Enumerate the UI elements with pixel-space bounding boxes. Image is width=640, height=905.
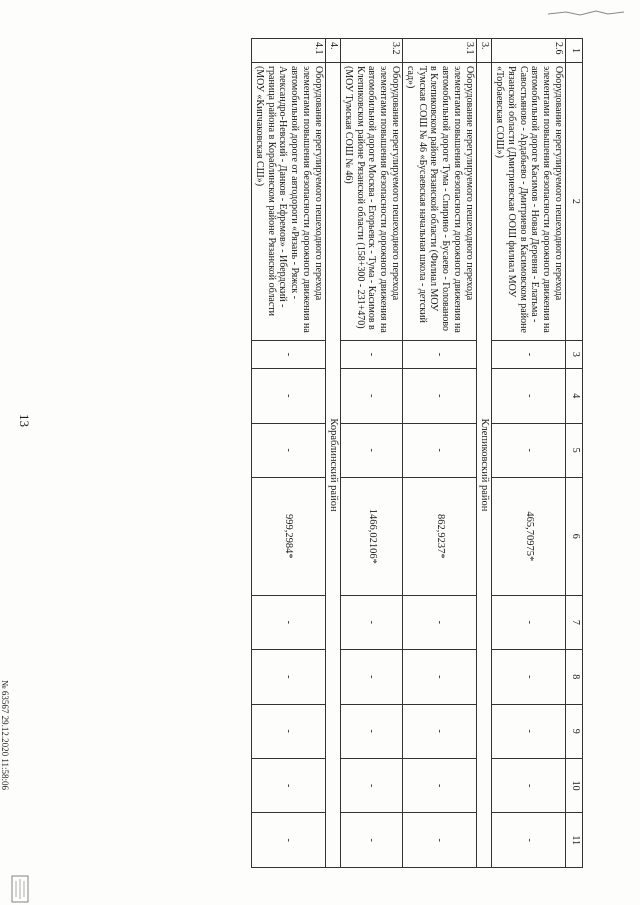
section-number: 4. <box>325 39 340 63</box>
table-cell: - <box>492 650 566 704</box>
row-description: Оборудование нерегулируемого пешеходного перехода элементами повышения безопасности дорожного движения на автомобильной дороге Москва - Егорьевск - Тума - Касимов в Клепиковском районе Рязанской области (158+300 - 231+470) (МОУ Тумская СОШ № 46) <box>341 62 403 340</box>
table-cell: - <box>403 423 477 477</box>
table-cell: - <box>341 595 403 649</box>
table-cell: - <box>341 650 403 704</box>
section-row <box>476 39 491 868</box>
table-cell: - <box>341 423 403 477</box>
table-cell: - <box>251 595 325 649</box>
table-cell: - <box>403 758 477 812</box>
header-cell: 10 <box>566 758 583 812</box>
row-number: 4.1 <box>251 39 325 63</box>
section-row <box>325 39 340 868</box>
table-cell: - <box>341 813 403 868</box>
row-description: Оборудование нерегулируемого пешеходного перехода элементами повышения безопасности дорожного движения на автомобильной дороге Касимов - Новая Деревня - Елатьма - Савостьяново - Ардабьево - Дмитриево в Касимовском районе Рязанской области (Дмитриевская ООШ филиал МОУ «Торбаевская СОШ») <box>492 62 566 340</box>
table-cell: - <box>492 340 566 368</box>
table-cell: - <box>251 369 325 423</box>
table-cell: - <box>403 595 477 649</box>
page-number: 13 <box>17 414 32 427</box>
table-row <box>341 39 403 868</box>
table-cell: - <box>341 340 403 368</box>
header-row <box>566 39 583 868</box>
table-row <box>492 39 566 868</box>
value-cell: 1466,02106* <box>341 477 403 595</box>
value-cell: 862,9237* <box>403 477 477 595</box>
document-code: № 63567 29.12.2020 11:58:06 <box>0 680 10 791</box>
table-cell: - <box>251 423 325 477</box>
value-cell: 465,70975* <box>492 477 566 595</box>
table-cell: - <box>403 340 477 368</box>
table-cell: - <box>251 813 325 868</box>
table-cell: - <box>403 650 477 704</box>
table-cell: - <box>251 340 325 368</box>
header-cell: 4 <box>566 369 583 423</box>
document-table <box>251 38 583 868</box>
header-cell: 7 <box>566 595 583 649</box>
stamp-icon <box>11 875 29 903</box>
header-cell: 8 <box>566 650 583 704</box>
header-cell: 2 <box>566 62 583 340</box>
row-description: Оборудование нерегулируемого пешеходного перехода элементами повышения безопасности дорожного движения на автомобильной дороге от автодороги «Рязань - Ряжск - Александро-Невский - Данков - Ефремов» - Ибердский - граница района в Кораблинском районе Рязанской области (МОУ «Кипчаковская СШ») <box>251 62 325 340</box>
header-cell: 9 <box>566 704 583 758</box>
rotated-table-frame <box>83 38 583 868</box>
header-cell: 5 <box>566 423 583 477</box>
table-cell: - <box>492 423 566 477</box>
table-cell: - <box>492 704 566 758</box>
row-number: 3.2 <box>341 39 403 63</box>
table-cell: - <box>492 369 566 423</box>
table-cell: - <box>492 813 566 868</box>
table-row <box>403 39 477 868</box>
table-cell: - <box>341 758 403 812</box>
section-label: Кораблинский район <box>325 62 340 867</box>
header-cell: 6 <box>566 477 583 595</box>
table-cell: - <box>492 595 566 649</box>
row-description: Оборудование нерегулируемого пешеходного перехода элементами повышения безопасности дорожного движения на автомобильной дороге Тума - Спирино - Бусаево - Голованово в Клепиковском районе Рязанской области (Филиал МОУ Тумская СОШ № 46 «Бусаевская начальная школа - детский сад») <box>403 62 477 340</box>
table-cell: - <box>251 650 325 704</box>
section-label: Клепиковский район <box>476 62 491 867</box>
table-cell: - <box>492 758 566 812</box>
table-cell: - <box>403 813 477 868</box>
table-cell: - <box>341 704 403 758</box>
scan-artifact-icon <box>546 8 626 18</box>
section-number: 3. <box>476 39 491 63</box>
value-cell: 999,2984* <box>251 477 325 595</box>
row-number: 3.1 <box>403 39 477 63</box>
header-cell: 11 <box>566 813 583 868</box>
table-cell: - <box>251 704 325 758</box>
table-cell: - <box>403 369 477 423</box>
header-cell: 3 <box>566 340 583 368</box>
table-cell: - <box>251 758 325 812</box>
row-number: 2.6 <box>492 39 566 63</box>
table-cell: - <box>403 704 477 758</box>
header-cell: 1 <box>566 39 583 63</box>
table-row <box>251 39 325 868</box>
table-cell: - <box>341 369 403 423</box>
